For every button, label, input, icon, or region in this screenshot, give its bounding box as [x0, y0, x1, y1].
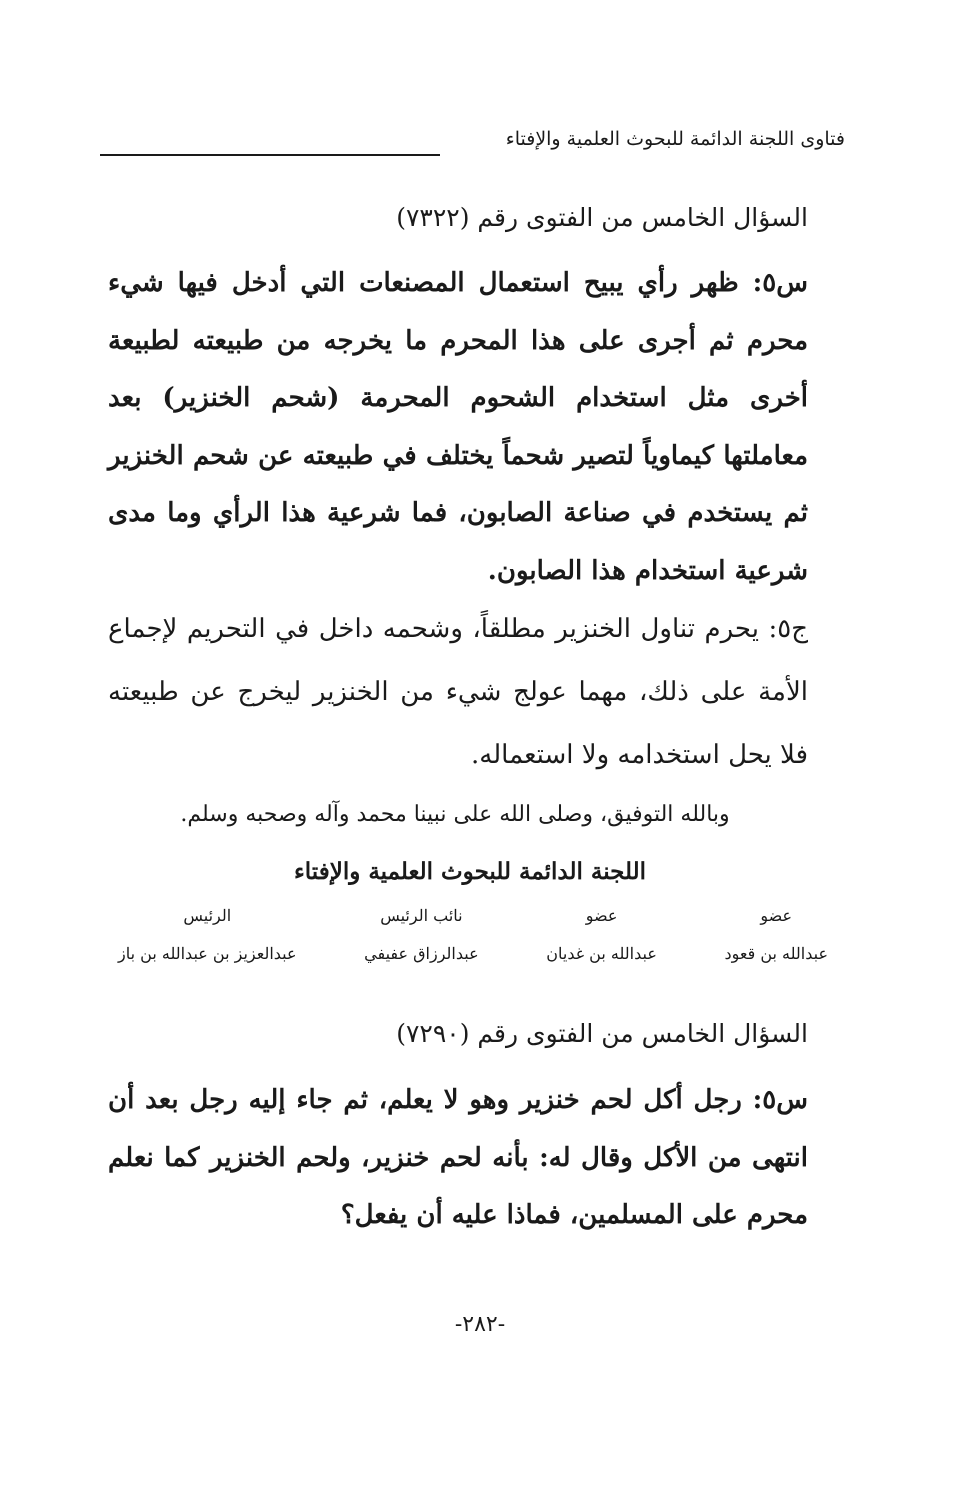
- running-header: [100, 128, 845, 160]
- member: [724, 898, 828, 978]
- member-role: عضو: [585, 906, 618, 925]
- member-role: عضو: [760, 906, 793, 925]
- fatwa-1-answer-block: [108, 598, 808, 787]
- fatwa-1: [108, 198, 808, 238]
- member-name: عبدالعزيز بن عبدالله بن باز: [118, 944, 297, 963]
- committee-name: اللجنة الدائمة للبحوث العلمية والإفتاء: [293, 858, 647, 885]
- fatwa-2: [108, 1014, 808, 1054]
- fatwa-1-question: س٥: ظهر رأي يبيح استعمال المصنعات التي أدخل فيها شيء محرم ثم أجرى على هذا المحرم ما يخرجه من طبيعته لطبيعة أخرى مثل استخدام الشحوم المحرمة (شحم الخنزير) بعد معاملتها كيماوياً لتصير شحماً يختلف في طبيعته عن شحم الخنزير ثم يستخدم في صناعة الصابون، فما شرعية هذا الرأي وما مدى شرعية استخدام هذا الصابون.: [108, 268, 809, 586]
- fatwa-2-title: السؤال الخامس من الفتوى رقم (٧٢٩٠): [396, 1019, 808, 1048]
- fatwa-2-question: س٥: رجل أكل لحم خنزير وهو لا يعلم، ثم جاء إليه رجل بعد أن انتهى من الأكل وقال له: بأنه لحم خنزير، ولحم الخنزير كما نعلم محرم على المسلمين، فماذا عليه أن يفعل؟: [108, 1085, 808, 1230]
- member-name: عبدالرزاق عفيفي: [364, 944, 479, 963]
- fatwa-1-answer: ج٥: يحرم تناول الخنزير مطلقاً، وشحمه داخل في التحريم لإجماع الأمة على ذلك، مهما عولج شيء من الخنزير ليخرج عن طبيعته فلا يحل استخدامه ولا استعماله.: [108, 614, 808, 770]
- member: [118, 898, 297, 978]
- fatwa-2-question-block: [108, 1072, 808, 1245]
- committee-members: [118, 898, 828, 978]
- header-rule: [100, 154, 440, 156]
- member-role: نائب الرئيس: [380, 906, 463, 925]
- member-name: عبدالله بن غديان: [546, 944, 657, 963]
- closing-line: وبالله التوفيق، وصلى الله على نبينا محمد وآله وصحبه وسلم.: [180, 802, 730, 827]
- header-title: فتاوى اللجنة الدائمة للبحوث العلمية والإفتاء: [505, 128, 845, 150]
- member: [364, 898, 479, 978]
- member-name: عبدالله بن قعود: [724, 944, 828, 963]
- member-role: الرئيس: [183, 906, 232, 925]
- fatwa-1-question-block: [108, 255, 808, 600]
- member: [546, 898, 657, 978]
- page-number: -٢٨٢-: [454, 1312, 506, 1337]
- fatwa-1-title: السؤال الخامس من الفتوى رقم (٧٣٢٢): [396, 203, 808, 232]
